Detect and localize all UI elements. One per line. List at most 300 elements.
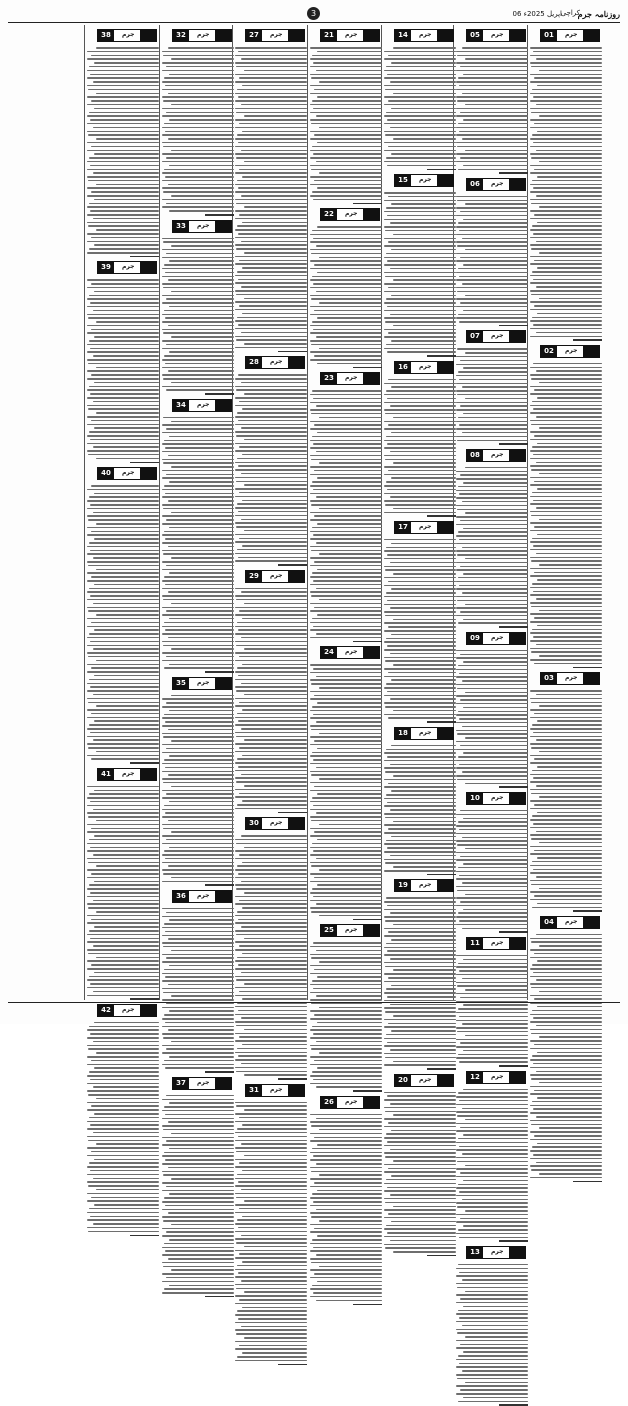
text-line <box>94 336 159 338</box>
text-line <box>384 1019 456 1021</box>
text-line <box>235 1329 307 1331</box>
notice-number: 29 <box>246 571 262 582</box>
text-line <box>162 862 234 864</box>
text-line <box>235 405 307 407</box>
text-line <box>385 1202 456 1204</box>
text-line <box>310 1140 382 1142</box>
text-line <box>530 138 602 140</box>
text-line <box>241 286 307 288</box>
notice-text <box>162 908 234 1073</box>
text-line <box>530 47 602 49</box>
text-line <box>313 1292 382 1294</box>
text-line <box>459 970 528 972</box>
text-line <box>313 896 382 898</box>
text-line <box>310 47 382 49</box>
text-line <box>386 988 456 990</box>
text-line <box>530 774 602 776</box>
text-line <box>96 1143 159 1145</box>
text-line <box>163 417 234 419</box>
text-line <box>90 938 159 940</box>
text-line <box>93 1132 159 1134</box>
text-line <box>530 367 602 369</box>
text-line <box>237 134 307 136</box>
notice-badge <box>320 208 380 221</box>
text-line <box>163 992 234 994</box>
text-line <box>310 1056 382 1058</box>
text-line <box>236 1151 307 1153</box>
text-line <box>87 51 159 53</box>
text-line <box>458 1229 528 1231</box>
text-line <box>384 843 456 845</box>
text-line <box>384 1183 456 1185</box>
text-line <box>90 801 159 803</box>
newspaper-logo-icon <box>509 179 525 190</box>
text-line <box>310 725 382 727</box>
text-line <box>539 564 602 566</box>
text-line <box>94 835 159 837</box>
notice-signature-line <box>353 1090 382 1092</box>
text-line <box>162 869 234 871</box>
text-line <box>317 96 382 98</box>
text-line <box>533 591 602 593</box>
text-line <box>531 1169 602 1171</box>
text-line <box>459 1191 528 1193</box>
text-line <box>169 1102 234 1104</box>
text-line <box>238 1181 307 1183</box>
notice-header <box>456 449 528 462</box>
text-line <box>235 1284 307 1286</box>
text-line <box>239 214 307 216</box>
text-line <box>163 100 234 102</box>
text-line <box>162 595 234 597</box>
text-line <box>162 89 234 91</box>
notice-signature-line <box>205 884 234 886</box>
text-line <box>236 888 307 890</box>
text-line <box>386 592 456 594</box>
text-line <box>312 618 382 620</box>
text-line <box>459 1100 528 1102</box>
text-line <box>87 252 159 254</box>
text-line <box>384 577 456 579</box>
text-line <box>459 673 528 675</box>
text-line <box>239 702 307 704</box>
notice-badge <box>172 890 232 903</box>
text-line <box>312 752 382 754</box>
text-line <box>391 745 456 747</box>
text-line <box>235 153 307 155</box>
text-line <box>96 138 159 140</box>
text-line <box>310 1152 382 1154</box>
text-line <box>317 793 382 795</box>
text-line <box>235 515 307 517</box>
text-line <box>310 710 382 712</box>
text-line <box>87 824 159 826</box>
text-line <box>536 58 602 60</box>
text-line <box>537 720 602 722</box>
text-line <box>537 1006 602 1008</box>
text-line <box>384 611 456 613</box>
text-line <box>162 569 234 571</box>
text-line <box>235 229 307 231</box>
text-line <box>235 995 307 997</box>
text-line <box>465 1035 528 1037</box>
text-line <box>530 309 602 311</box>
text-line <box>384 474 456 476</box>
text-line <box>531 203 602 205</box>
text-line <box>310 287 382 289</box>
text-line <box>536 150 602 152</box>
text-line <box>532 907 602 909</box>
text-line <box>387 905 456 907</box>
text-line <box>537 812 602 814</box>
text-line <box>162 348 234 350</box>
text-line <box>317 614 382 616</box>
text-line <box>165 721 234 723</box>
newspaper-logo-icon <box>363 647 379 658</box>
notice-text <box>456 47 528 174</box>
text-line <box>89 340 159 342</box>
text-line <box>93 127 159 129</box>
text-line <box>530 808 602 810</box>
text-line <box>164 440 234 442</box>
text-line <box>164 759 234 761</box>
notice-header <box>310 208 382 221</box>
text-line <box>384 115 456 117</box>
text-line <box>317 477 382 479</box>
text-line <box>87 637 159 639</box>
text-line <box>458 1092 528 1094</box>
text-line <box>456 1176 528 1178</box>
text-line <box>530 557 602 559</box>
text-line <box>165 812 234 814</box>
notice-signature-line <box>427 355 456 357</box>
text-line <box>531 793 602 795</box>
text-line <box>385 1011 456 1013</box>
text-line <box>317 51 382 53</box>
text-line <box>459 829 528 831</box>
notice-badge <box>466 330 526 343</box>
text-line <box>87 287 159 289</box>
text-line <box>235 850 307 852</box>
notice-badge <box>245 29 305 42</box>
text-line <box>530 1120 602 1122</box>
text-line <box>463 413 528 415</box>
text-line <box>90 595 159 597</box>
text-line <box>456 905 528 907</box>
notice-label: جرم <box>122 31 135 38</box>
text-line <box>165 272 234 274</box>
text-line <box>166 1003 234 1005</box>
text-line <box>168 865 234 867</box>
notice-badge <box>394 879 454 892</box>
text-line <box>531 248 602 250</box>
text-line <box>162 797 234 799</box>
text-line <box>539 991 602 993</box>
text-line <box>384 630 456 632</box>
text-line <box>236 1105 307 1107</box>
text-line <box>89 542 159 544</box>
text-line <box>162 607 234 609</box>
text-line <box>162 1018 234 1020</box>
text-line <box>165 1022 234 1024</box>
text-line <box>531 884 602 886</box>
text-line <box>310 157 382 159</box>
text-line <box>310 736 382 738</box>
text-line <box>162 238 234 240</box>
text-line <box>456 1359 528 1361</box>
text-line <box>169 119 234 121</box>
text-line <box>90 641 159 643</box>
text-line <box>537 1052 602 1054</box>
text-line <box>457 1206 528 1208</box>
text-line <box>391 386 456 388</box>
notice-text <box>530 47 602 341</box>
text-line <box>310 260 382 262</box>
text-line <box>387 996 456 998</box>
text-line <box>93 446 159 448</box>
text-line <box>242 408 307 410</box>
text-line <box>531 1033 602 1035</box>
text-line <box>387 74 456 76</box>
text-line <box>91 1197 159 1199</box>
text-line <box>458 77 528 79</box>
text-line <box>388 241 456 243</box>
text-line <box>531 987 602 989</box>
text-line <box>244 1246 307 1248</box>
text-line <box>87 1121 159 1123</box>
text-line <box>384 657 456 659</box>
text-line <box>90 393 159 395</box>
text-line <box>88 519 159 521</box>
text-line <box>238 324 307 326</box>
text-line <box>93 991 159 993</box>
text-line <box>310 340 382 342</box>
text-line <box>390 653 456 655</box>
notice-header <box>384 29 456 42</box>
text-line <box>530 100 602 102</box>
text-line <box>385 504 456 506</box>
text-line <box>456 1221 528 1223</box>
text-line <box>532 89 602 91</box>
notice-text <box>162 417 234 673</box>
text-line <box>310 1029 382 1031</box>
text-line <box>314 355 382 357</box>
text-line <box>88 1185 159 1187</box>
notice-number: 02 <box>541 346 557 357</box>
text-line <box>165 317 234 319</box>
text-line <box>391 985 456 987</box>
text-line <box>162 633 234 635</box>
text-line <box>384 485 456 487</box>
text-line <box>319 687 382 689</box>
text-line <box>93 739 159 741</box>
text-line <box>457 394 528 396</box>
text-line <box>87 683 159 685</box>
text-line <box>319 257 382 259</box>
text-line <box>162 588 234 590</box>
text-line <box>91 1105 159 1107</box>
text-line <box>460 1218 528 1220</box>
text-line <box>310 576 382 578</box>
text-line <box>459 276 528 278</box>
text-line <box>162 763 234 765</box>
text-line <box>165 1250 234 1252</box>
text-line <box>388 146 456 148</box>
text-line <box>530 484 602 486</box>
text-line <box>537 267 602 269</box>
text-line <box>87 812 159 814</box>
text-line <box>310 195 382 197</box>
text-line <box>162 302 234 304</box>
text-line <box>241 774 307 776</box>
text-line <box>532 225 602 227</box>
text-line <box>314 470 382 472</box>
text-line <box>165 629 234 631</box>
text-line <box>384 928 456 930</box>
notice-header <box>456 937 528 950</box>
text-line <box>235 896 307 898</box>
text-line <box>456 524 528 526</box>
text-line <box>237 458 307 460</box>
text-line <box>163 1220 234 1222</box>
text-line <box>387 443 456 445</box>
text-line <box>171 995 234 997</box>
text-line <box>164 1152 234 1154</box>
text-line <box>238 187 307 189</box>
text-line <box>310 150 382 152</box>
text-line <box>462 283 528 285</box>
text-line <box>242 1170 307 1172</box>
text-line <box>238 1055 307 1057</box>
text-line <box>384 798 456 800</box>
text-line <box>530 717 602 719</box>
text-line <box>89 1208 159 1210</box>
text-line <box>242 1216 307 1218</box>
text-line <box>88 1231 159 1233</box>
text-line <box>165 131 234 133</box>
text-line <box>171 740 234 742</box>
notice-number: 32 <box>173 30 189 41</box>
text-line <box>163 1174 234 1176</box>
text-line <box>530 872 602 874</box>
text-line <box>465 848 528 850</box>
text-line <box>87 1128 159 1130</box>
text-line <box>87 805 159 807</box>
text-line <box>89 679 159 681</box>
text-line <box>388 931 456 933</box>
text-line <box>384 161 456 163</box>
notice-label: جرم <box>122 769 135 777</box>
text-line <box>530 762 602 764</box>
text-line <box>310 184 382 186</box>
text-line <box>386 1034 456 1036</box>
notice-column <box>384 25 456 1084</box>
text-line <box>235 1212 307 1214</box>
text-line <box>536 979 602 981</box>
text-line <box>87 671 159 673</box>
notice-label: جرم <box>419 1075 432 1083</box>
text-line <box>384 947 456 949</box>
notice-label: جرم <box>491 1072 504 1080</box>
notice-text <box>384 192 456 357</box>
text-line <box>310 1114 382 1116</box>
text-line <box>384 1007 456 1009</box>
text-line <box>456 974 528 976</box>
text-line <box>238 1318 307 1320</box>
text-line <box>96 1189 159 1191</box>
text-line <box>530 336 602 338</box>
text-line <box>539 1127 602 1129</box>
text-line <box>316 405 382 407</box>
text-line <box>165 767 234 769</box>
text-line <box>316 1118 382 1120</box>
text-line <box>238 557 307 559</box>
text-line <box>384 96 456 98</box>
text-line <box>456 897 528 899</box>
text-line <box>313 759 382 761</box>
text-line <box>387 756 456 758</box>
text-line <box>460 211 528 213</box>
text-line <box>310 519 382 521</box>
text-line <box>87 534 159 536</box>
text-line <box>530 62 602 64</box>
text-line <box>530 386 602 388</box>
text-line <box>530 374 602 376</box>
notice-label: جرم <box>197 891 210 899</box>
text-line <box>456 588 528 590</box>
text-line <box>239 747 307 749</box>
text-line <box>384 1126 456 1128</box>
text-line <box>168 1121 234 1123</box>
text-line <box>310 351 382 353</box>
text-line <box>465 295 528 297</box>
text-line <box>166 1186 234 1188</box>
text-line <box>385 1247 456 1249</box>
text-line <box>312 843 382 845</box>
text-line <box>162 142 234 144</box>
text-line <box>87 934 159 936</box>
text-line <box>384 935 456 937</box>
text-line <box>387 351 456 353</box>
notice-number: 15 <box>395 175 411 186</box>
text-line <box>459 424 528 426</box>
text-line <box>236 481 307 483</box>
text-line <box>530 405 602 407</box>
text-line <box>310 466 382 468</box>
text-line <box>241 1235 307 1237</box>
text-line <box>313 489 382 491</box>
text-line <box>171 336 234 338</box>
text-line <box>316 995 382 997</box>
text-line <box>165 176 234 178</box>
text-line <box>456 375 528 377</box>
text-line <box>319 778 382 780</box>
text-line <box>533 96 602 98</box>
text-line <box>235 679 307 681</box>
text-line <box>316 451 382 453</box>
text-line <box>90 348 159 350</box>
text-line <box>165 538 234 540</box>
text-line <box>314 607 382 609</box>
text-line <box>162 257 234 259</box>
text-line <box>385 862 456 864</box>
text-line <box>310 295 382 297</box>
text-line <box>169 436 234 438</box>
text-line <box>530 108 602 110</box>
text-line <box>169 260 234 262</box>
text-line <box>387 1042 456 1044</box>
text-line <box>89 724 159 726</box>
